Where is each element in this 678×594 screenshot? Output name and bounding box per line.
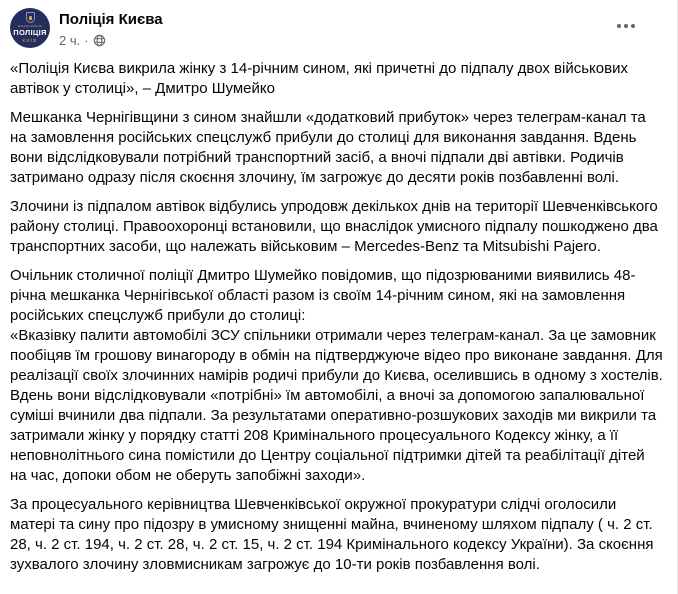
logo-text-kyiv: КИЇВ xyxy=(22,38,38,43)
page-name-link[interactable]: Поліція Києва xyxy=(59,11,163,28)
logo-text-police: ПОЛІЦІЯ xyxy=(13,28,47,37)
globe-icon xyxy=(93,34,106,47)
ellipsis-icon[interactable] xyxy=(613,18,639,34)
post-text xyxy=(0,53,677,575)
police-badge-icon xyxy=(26,12,35,23)
post-paragraph: Мешканка Чернігівщини з сином знайшли «додатковий прибуток» через телеграм-канал та на замовлення російських спецслужб прибули до столиці для виконання завдання. Вдень вони відслідковували потрібний транспортний засіб, а вночі підпали дві автівки. Родичів затримано одразу після скоєння злочину, їм загрожує до десяти років позбавленні волі. xyxy=(10,109,646,186)
logo-text-national: НАЦІОНАЛЬНА xyxy=(17,24,43,28)
post-timestamp[interactable]: 2 ч. xyxy=(59,33,81,48)
post-paragraph-quote: «Вказівку палити автомобілі ЗСУ спільники отримали через телеграм-канал. За це замовник пообіцяв їм грошову винагороду в обмін на підтверджуюче відео про виконане завдання. Для реалізації своїх злочинних намірів родичі прибули до Києва, оселившись в одному з хостелів. Вдень вони відслідковували «потрібні» їм автомобілі, а вночі за допомогою запалювальної суміші вчинили два підпали. За результатами оперативно-розшукових заходів ми викрили та затримали жінку у порядку статті 208 Кримінального процесуального Кодексу жінку, а її неповнолітнього сина помістили до Центру соціальної підтримки дітей та реабілітації дітей на час, допоки обом не оберуть запобіжні заходи». xyxy=(10,327,663,484)
post-paragraph: Злочини із підпалом автівок відбулись упродовж декількох днів на території Шевченківського району столиці. Правоохоронці встановили, що внаслідок умисного підпалу пошкоджено два транспортних засоби, що належать військовим – Mercedes-Benz та Mitsubishi Pajero. xyxy=(10,198,658,255)
post-paragraph: «Поліція Києва викрила жінку з 14-річним сином, які причетні до підпалу двох військових автівок у столиці», – Дмитро Шумейко xyxy=(10,60,628,97)
header-info xyxy=(59,8,163,49)
page-avatar[interactable] xyxy=(10,8,50,48)
meta-separator: · xyxy=(84,33,89,48)
post-paragraph: Очільник столичної поліції Дмитро Шумейко повідомив, що підозрюваними виявились 48-річна мешканка Чернігівської області разом із своїм 14-річним сином, які на замовлення російських спецслужб прибули до столиці: xyxy=(10,267,636,324)
post-header xyxy=(0,0,677,53)
post-meta xyxy=(59,32,163,49)
post-paragraph: За процесуального керівництва Шевченківської окружної прокуратури слідчі оголосили матері та сину про підозру в умисному знищенні майна, вчиненому шляхом підпалу ( ч. 2 ст. 28, ч. 2 ст. 194, ч. 2 ст. 28, ч. 2 ст. 15, ч. 2 ст. 194 Кримінального кодексу України). За скоєння зухвалого злочину зловмисникам загрожує до 10-ти років позбавлення волі. xyxy=(10,496,654,573)
